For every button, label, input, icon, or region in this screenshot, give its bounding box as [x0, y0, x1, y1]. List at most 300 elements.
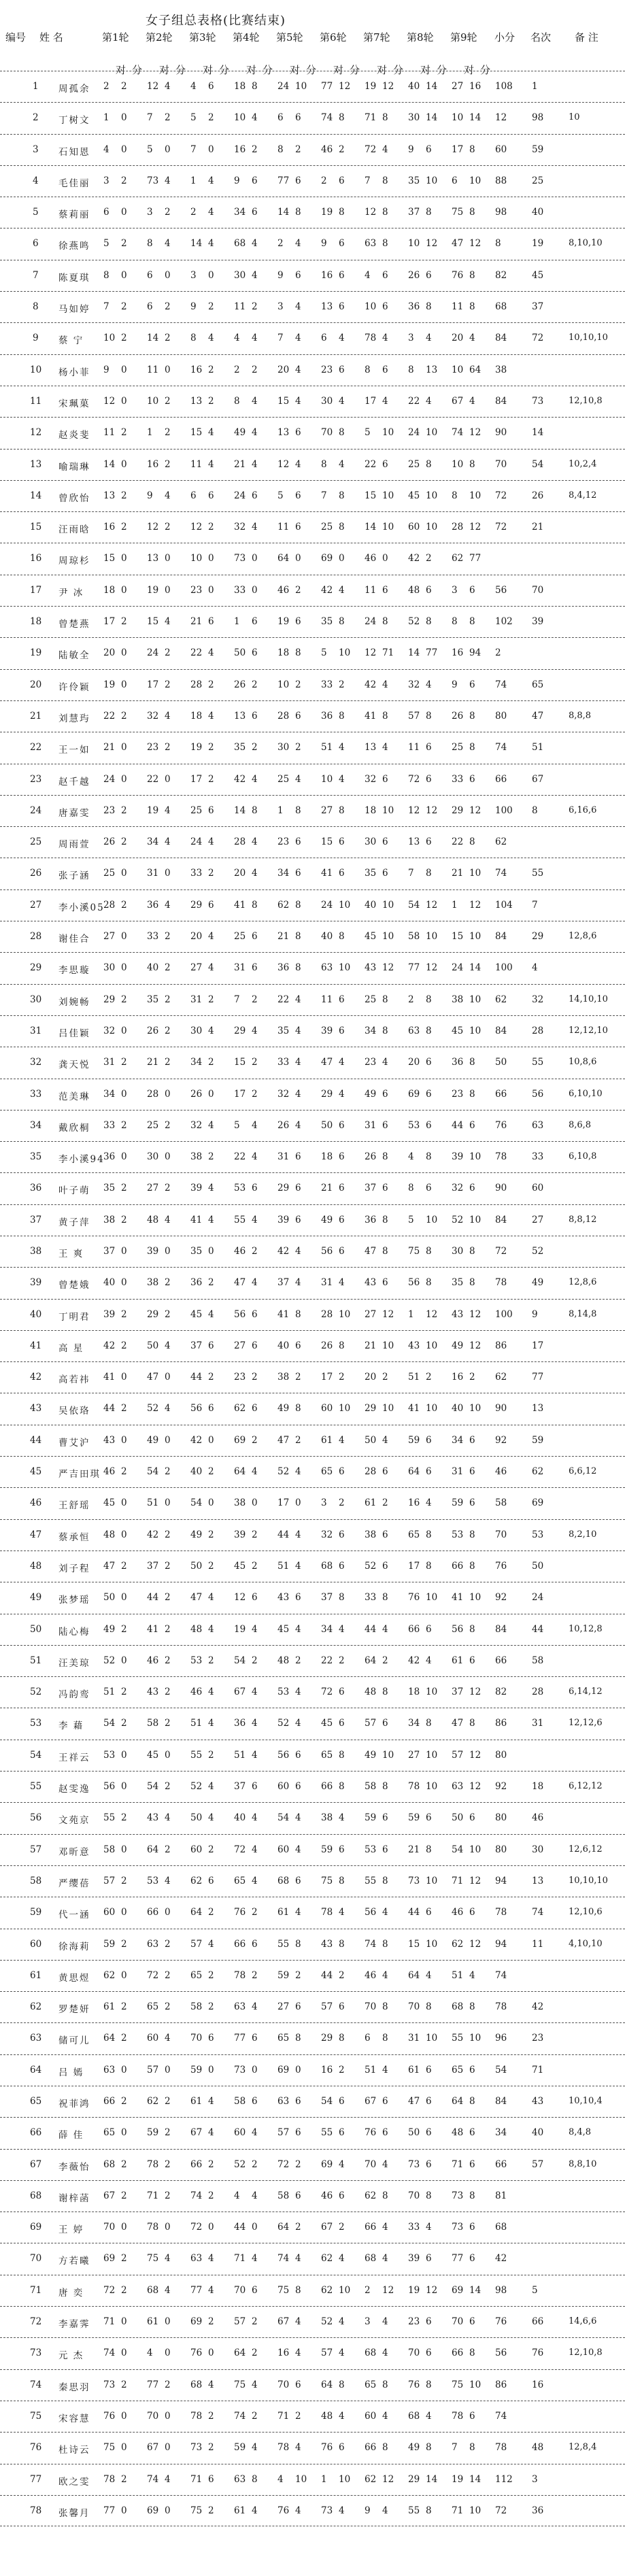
opponent-9: 61 — [452, 1655, 464, 1666]
opponent-4: 68 — [234, 238, 246, 250]
score-2: 0 — [165, 2316, 171, 2328]
opponent-5: 64 — [277, 553, 290, 564]
subtotal: 92 — [495, 1434, 507, 1446]
score-6: 10 — [339, 2284, 351, 2296]
rank: 27 — [532, 1214, 544, 1225]
score-6: 8 — [339, 804, 345, 816]
score-7: 6 — [382, 836, 388, 848]
rank: 48 — [532, 2442, 544, 2454]
opponent-2: 57 — [147, 2064, 159, 2075]
opponent-6: 24 — [321, 899, 333, 911]
note: 6,16,6 — [569, 804, 597, 815]
table-row — [0, 1487, 625, 1519]
opponent-5: 22 — [277, 994, 290, 1005]
score-6: 8 — [339, 1340, 345, 1351]
rank: 28 — [532, 1687, 544, 1698]
table-row — [0, 1267, 625, 1298]
score-6: 4 — [339, 1812, 345, 1824]
score-2: 0 — [165, 1907, 171, 1918]
score-5: 6 — [295, 2096, 301, 2107]
opponent-8: 70 — [408, 2348, 420, 2359]
header-opponent-4: 对 — [246, 64, 257, 76]
score-4: 6 — [252, 1938, 258, 1950]
note: 12,10,8 — [569, 395, 603, 406]
opponent-6: 19 — [321, 207, 333, 218]
player-name: 黄思煜 — [58, 1972, 90, 1984]
opponent-8: 50 — [408, 2127, 420, 2139]
header-round-9: 第9轮 — [450, 31, 477, 44]
opponent-3: 22 — [190, 647, 203, 659]
header-opponent-5: 对 — [290, 64, 301, 76]
opponent-3: 68 — [190, 2379, 203, 2390]
opponent-5: 68 — [277, 1875, 290, 1886]
rank: 5 — [532, 2284, 538, 2296]
subtotal: 100 — [495, 962, 513, 974]
opponent-6: 66 — [321, 1781, 333, 1793]
note: 6,6,12 — [569, 1466, 597, 1477]
opponent-1: 66 — [103, 2096, 116, 2107]
table-row — [0, 952, 625, 983]
score-7: 4 — [382, 2253, 388, 2265]
score-9: 6 — [469, 2064, 475, 2075]
opponent-9: 22 — [452, 836, 464, 848]
subtotal: 102 — [495, 616, 513, 628]
score-9: 8 — [469, 1057, 475, 1068]
score-6: 2 — [339, 1372, 345, 1383]
opponent-5: 14 — [277, 207, 290, 218]
opponent-9: 19 — [452, 2473, 464, 2485]
opponent-4: 63 — [234, 2473, 246, 2485]
score-9: 6 — [469, 1907, 475, 1918]
opponent-8: 73 — [408, 2158, 420, 2170]
score-8: 6 — [426, 2158, 432, 2170]
opponent-7: 8 — [365, 364, 371, 375]
opponent-3: 77 — [190, 2284, 203, 2296]
opponent-9: 76 — [452, 269, 464, 281]
opponent-1: 74 — [103, 2348, 116, 2359]
opponent-8: 12 — [408, 804, 420, 816]
player-name: 蔡承恒 — [58, 1531, 90, 1543]
opponent-1: 19 — [103, 679, 116, 690]
score-6: 8 — [339, 1749, 345, 1761]
score-9: 8 — [469, 1529, 475, 1540]
score-7: 0 — [382, 553, 388, 564]
opponent-4: 55 — [234, 1214, 246, 1225]
score-9: 12 — [469, 1781, 482, 1793]
opponent-7: 13 — [365, 742, 377, 753]
opponent-9: 75 — [452, 2379, 464, 2390]
opponent-4: 66 — [234, 1938, 246, 1950]
opponent-4: 8 — [234, 395, 240, 407]
row-index: 7 — [33, 269, 39, 281]
opponent-9: 1 — [452, 899, 458, 911]
opponent-2: 51 — [147, 1497, 159, 1509]
table-header — [0, 27, 625, 76]
row-index: 12 — [30, 427, 42, 439]
opponent-2: 67 — [147, 2442, 159, 2454]
opponent-2: 10 — [147, 395, 159, 407]
opponent-2: 58 — [147, 1718, 159, 1729]
rank: 1 — [532, 81, 538, 92]
opponent-2: 47 — [147, 1372, 159, 1383]
score-9: 6 — [469, 773, 475, 785]
opponent-2: 72 — [147, 1969, 159, 1981]
row-index: 48 — [30, 1560, 42, 1572]
opponent-5: 72 — [277, 2158, 290, 2170]
score-3: 2 — [208, 1560, 214, 1572]
score-9: 10 — [469, 1592, 482, 1604]
rank: 4 — [532, 962, 538, 974]
table-row — [0, 1645, 625, 1676]
score-4: 4 — [252, 458, 258, 470]
score-6: 2 — [339, 679, 345, 690]
opponent-1: 49 — [103, 1623, 116, 1635]
score-4: 2 — [252, 1655, 258, 1666]
score-7: 4 — [382, 2158, 388, 2170]
score-5: 6 — [295, 427, 301, 439]
opponent-9: 62 — [452, 553, 464, 564]
opponent-9: 55 — [452, 2033, 464, 2044]
table-row — [0, 2275, 625, 2306]
score-8: 8 — [426, 2505, 432, 2516]
opponent-4: 34 — [234, 207, 246, 218]
rank: 16 — [532, 2379, 544, 2390]
opponent-3: 50 — [190, 1812, 203, 1824]
score-8: 2 — [426, 1372, 432, 1383]
score-1: 0 — [121, 647, 127, 659]
opponent-2: 66 — [147, 1907, 159, 1918]
score-8: 10 — [426, 1781, 438, 1793]
opponent-4: 20 — [234, 868, 246, 879]
rank: 76 — [532, 2348, 544, 2359]
subtotal: 74 — [495, 1969, 507, 1981]
score-4: 2 — [252, 301, 258, 313]
header-score-5: 分 — [306, 64, 317, 76]
subtotal: 68 — [495, 301, 507, 313]
score-8: 8 — [426, 710, 432, 722]
rank: 69 — [532, 1497, 544, 1509]
score-7: 6 — [382, 1088, 388, 1100]
score-5: 10 — [295, 2473, 307, 2485]
player-name: 高若祎 — [58, 1374, 90, 1386]
opponent-1: 26 — [103, 836, 116, 848]
opponent-4: 49 — [234, 427, 246, 439]
player-name: 张梦瑶 — [58, 1595, 90, 1606]
score-6: 10 — [339, 1308, 351, 1320]
score-8: 8 — [426, 2442, 432, 2454]
score-8: 6 — [426, 836, 432, 848]
score-5: 4 — [295, 1025, 301, 1036]
score-2: 2 — [165, 395, 171, 407]
opponent-5: 35 — [277, 1025, 290, 1036]
opponent-3: 57 — [190, 1938, 203, 1950]
opponent-9: 77 — [452, 2253, 464, 2265]
opponent-3: 8 — [190, 333, 197, 344]
opponent-9: 8 — [452, 490, 458, 501]
score-7: 10 — [382, 804, 394, 816]
opponent-8: 23 — [408, 2316, 420, 2328]
score-8: 4 — [426, 395, 432, 407]
score-1: 0 — [121, 1907, 127, 1918]
score-4: 4 — [252, 2001, 258, 2013]
opponent-1: 22 — [103, 710, 116, 722]
opponent-7: 34 — [365, 1025, 377, 1036]
opponent-4: 19 — [234, 1623, 246, 1635]
rank: 67 — [532, 773, 544, 785]
score-5: 4 — [295, 1466, 301, 1478]
opponent-9: 53 — [452, 1529, 464, 1540]
header-subtotal: 小分 — [494, 31, 516, 44]
table-row — [0, 606, 625, 637]
score-6: 8 — [339, 931, 345, 943]
score-9: 8 — [469, 1560, 475, 1572]
player-name: 毛佳丽 — [58, 177, 90, 189]
opponent-5: 74 — [277, 2253, 290, 2265]
subtotal: 78 — [495, 1277, 507, 1289]
opponent-3: 23 — [190, 584, 203, 596]
header-round-4: 第4轮 — [233, 31, 260, 44]
score-1: 2 — [121, 522, 127, 533]
player-name: 蔡 宁 — [58, 335, 84, 347]
player-name: 元 杰 — [58, 2350, 84, 2362]
opponent-2: 16 — [147, 458, 159, 470]
score-7: 6 — [382, 1119, 388, 1131]
score-3: 6 — [208, 1403, 214, 1414]
subtotal: 76 — [495, 1560, 507, 1572]
row-index: 25 — [30, 836, 42, 848]
subtotal: 88 — [495, 175, 507, 186]
opponent-8: 25 — [408, 458, 420, 470]
opponent-5: 53 — [277, 1687, 290, 1698]
score-7: 4 — [382, 2505, 388, 2516]
opponent-5: 75 — [277, 2284, 290, 2296]
opponent-7: 59 — [365, 1812, 377, 1824]
row-index: 32 — [30, 1057, 42, 1068]
score-3: 2 — [208, 2158, 214, 2170]
opponent-7: 64 — [365, 1655, 377, 1666]
row-index: 43 — [30, 1403, 42, 1414]
score-4: 6 — [252, 207, 258, 218]
score-1: 2 — [121, 1119, 127, 1131]
opponent-8: 24 — [408, 427, 420, 439]
opponent-7: 63 — [365, 238, 377, 250]
subtotal: 84 — [495, 395, 507, 407]
opponent-3: 6 — [190, 490, 197, 501]
opponent-9: 9 — [452, 679, 458, 690]
opponent-5: 43 — [277, 1592, 290, 1604]
opponent-6: 36 — [321, 710, 333, 722]
score-1: 0 — [121, 207, 127, 218]
score-2: 0 — [165, 364, 171, 375]
title-text: 女子组总表格(比赛结束) — [146, 14, 286, 28]
opponent-9: 47 — [452, 238, 464, 250]
score-7: 8 — [382, 2033, 388, 2044]
subtotal: 50 — [495, 1057, 507, 1068]
subtotal: 66 — [495, 1088, 507, 1100]
score-7: 10 — [382, 490, 394, 501]
subtotal: 66 — [495, 773, 507, 785]
score-1: 0 — [121, 1655, 127, 1666]
score-1: 0 — [121, 1781, 127, 1793]
opponent-9: 71 — [452, 2505, 464, 2516]
opponent-7: 10 — [365, 301, 377, 313]
opponent-5: 3 — [277, 301, 284, 313]
opponent-4: 10 — [234, 112, 246, 124]
opponent-8: 7 — [408, 868, 414, 879]
row-index: 45 — [30, 1466, 42, 1478]
table-row — [0, 826, 625, 858]
score-3: 6 — [208, 2473, 214, 2485]
score-2: 0 — [165, 2505, 171, 2516]
subtotal: 82 — [495, 1687, 507, 1698]
opponent-1: 58 — [103, 1844, 116, 1855]
opponent-2: 64 — [147, 1844, 159, 1855]
score-9: 14 — [469, 2473, 482, 2485]
opponent-8: 49 — [408, 2442, 420, 2454]
opponent-5: 69 — [277, 2064, 290, 2075]
score-6: 6 — [339, 1718, 345, 1729]
opponent-5: 78 — [277, 2442, 290, 2454]
score-9: 12 — [469, 1340, 482, 1351]
opponent-8: 2 — [408, 994, 414, 1005]
score-7: 6 — [382, 2127, 388, 2139]
opponent-5: 19 — [277, 616, 290, 628]
opponent-5: 42 — [277, 1245, 290, 1257]
opponent-4: 72 — [234, 1844, 246, 1855]
opponent-1: 60 — [103, 1907, 116, 1918]
score-9: 12 — [469, 1938, 482, 1950]
score-7: 8 — [382, 1151, 388, 1163]
score-3: 2 — [208, 1529, 214, 1540]
player-name: 张子涵 — [58, 870, 90, 882]
opponent-6: 17 — [321, 1372, 333, 1383]
opponent-1: 44 — [103, 1403, 116, 1414]
row-index: 68 — [30, 2190, 42, 2201]
subtotal: 74 — [495, 742, 507, 753]
score-9: 8 — [469, 1623, 475, 1635]
score-1: 0 — [121, 112, 127, 124]
opponent-7: 49 — [365, 1088, 377, 1100]
player-name: 赵炎斐 — [58, 430, 90, 441]
score-3: 0 — [208, 1088, 214, 1100]
subtotal: 42 — [495, 2253, 507, 2265]
table-row — [0, 1802, 625, 1833]
score-1: 2 — [121, 836, 127, 848]
rank: 32 — [532, 994, 544, 1005]
opponent-9: 37 — [452, 1687, 464, 1698]
opponent-9: 11 — [452, 301, 464, 313]
opponent-3: 10 — [190, 553, 203, 564]
score-8: 10 — [426, 2033, 438, 2044]
row-index: 70 — [30, 2253, 42, 2265]
player-name: 丁明君 — [58, 1311, 90, 1323]
score-9: 10 — [469, 1151, 482, 1163]
opponent-5: 37 — [277, 1277, 290, 1289]
opponent-9: 67 — [452, 395, 464, 407]
opponent-1: 59 — [103, 1938, 116, 1950]
score-2: 0 — [165, 2064, 171, 2075]
score-2: 2 — [165, 1308, 171, 1320]
row-index: 44 — [30, 1434, 42, 1446]
score-1: 0 — [121, 2127, 127, 2139]
score-3: 4 — [208, 175, 214, 186]
row-index: 38 — [30, 1245, 42, 1257]
score-5: 2 — [295, 143, 301, 155]
row-index: 23 — [30, 773, 42, 785]
opponent-1: 73 — [103, 2379, 116, 2390]
score-9: 8 — [469, 836, 475, 848]
player-name: 严吉田琪 — [58, 1469, 101, 1480]
score-9: 16 — [469, 81, 482, 92]
opponent-2: 7 — [147, 112, 153, 124]
rank: 53 — [532, 1529, 544, 1540]
opponent-7: 12 — [365, 207, 377, 218]
score-5: 6 — [295, 1151, 301, 1163]
player-name: 汪雨晗 — [58, 524, 90, 536]
table-row — [0, 386, 625, 417]
score-7: 6 — [382, 269, 388, 281]
row-index: 5 — [33, 207, 39, 218]
opponent-2: 40 — [147, 962, 159, 974]
note: 10 — [569, 112, 580, 123]
opponent-7: 44 — [365, 1623, 377, 1635]
subtotal: 74 — [495, 868, 507, 879]
header-note: 备 注 — [575, 31, 598, 44]
score-1: 2 — [121, 1560, 127, 1572]
opponent-8: 43 — [408, 1340, 420, 1351]
opponent-8: 39 — [408, 2253, 420, 2265]
score-1: 2 — [121, 2001, 127, 2013]
opponent-5: 20 — [277, 364, 290, 375]
rank: 29 — [532, 931, 544, 943]
score-1: 2 — [121, 1938, 127, 1950]
rank: 26 — [532, 490, 544, 501]
opponent-3: 59 — [190, 2064, 203, 2075]
score-1: 0 — [121, 1969, 127, 1981]
rank: 13 — [532, 1875, 544, 1886]
score-1: 0 — [121, 679, 127, 690]
opponent-1: 43 — [103, 1434, 116, 1446]
opponent-4: 4 — [234, 333, 240, 344]
opponent-7: 20 — [365, 1372, 377, 1383]
row-index: 34 — [30, 1119, 42, 1131]
score-5: 4 — [295, 1277, 301, 1289]
score-3: 4 — [208, 2127, 214, 2139]
score-7: 4 — [382, 2222, 388, 2233]
opponent-1: 20 — [103, 647, 116, 659]
score-2: 0 — [165, 269, 171, 281]
subtotal: 58 — [495, 1497, 507, 1509]
score-9: 12 — [469, 1749, 482, 1761]
opponent-3: 28 — [190, 679, 203, 690]
row-index: 21 — [30, 710, 42, 722]
opponent-5: 5 — [277, 490, 284, 501]
opponent-8: 26 — [408, 269, 420, 281]
opponent-9: 16 — [452, 1372, 464, 1383]
score-1: 2 — [121, 2158, 127, 2170]
score-6: 2 — [339, 1655, 345, 1666]
score-5: 0 — [295, 1497, 301, 1509]
score-1: 0 — [121, 1497, 127, 1509]
subtotal: 66 — [495, 1655, 507, 1666]
score-5: 4 — [295, 773, 301, 785]
row-index: 13 — [30, 458, 42, 470]
opponent-8: 31 — [408, 2033, 420, 2044]
score-4: 4 — [252, 2127, 258, 2139]
score-2: 0 — [165, 584, 171, 596]
score-6: 8 — [339, 207, 345, 218]
score-3: 4 — [208, 931, 214, 943]
